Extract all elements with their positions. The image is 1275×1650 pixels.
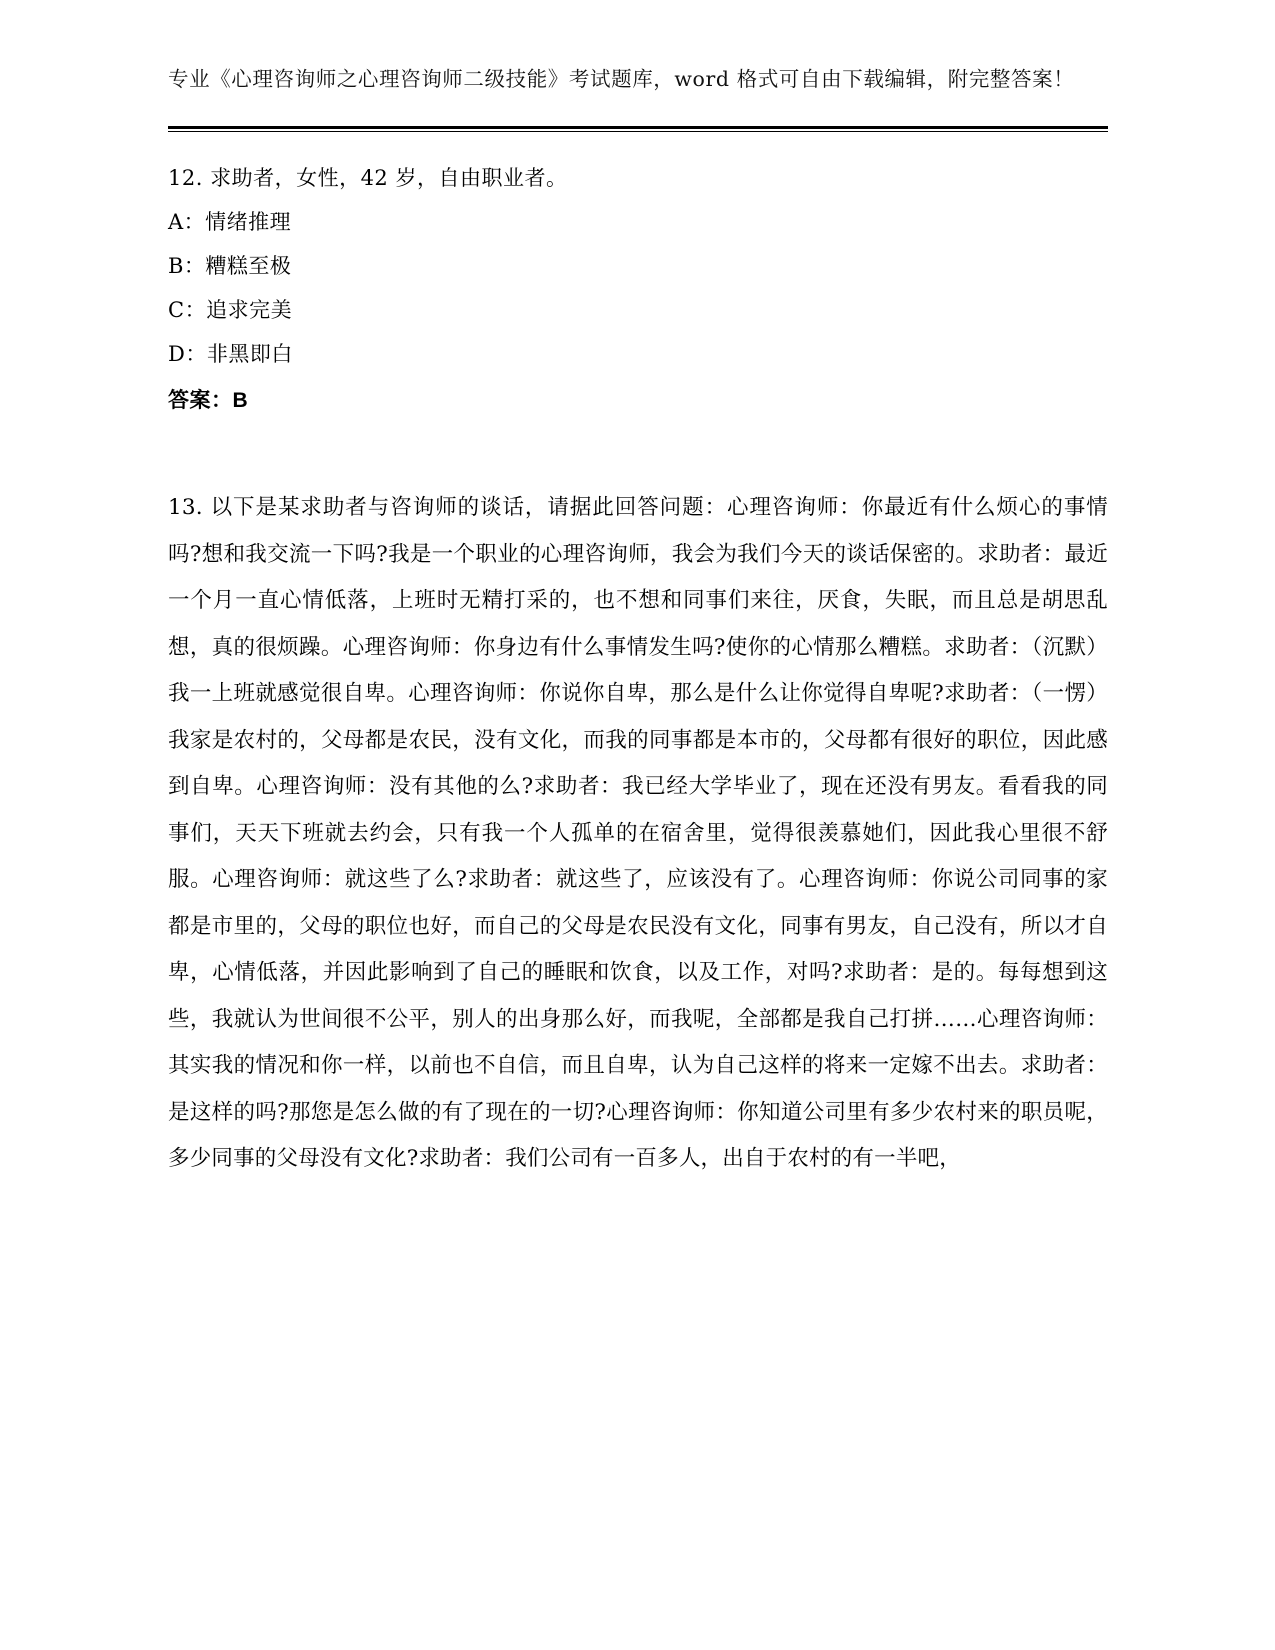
question-12-option-c: C：追求完美 — [168, 298, 293, 322]
question-12 — [168, 156, 1108, 423]
header-note: 专业《心理咨询师之心理咨询师二级技能》考试题库，word 格式可自由下载编辑，附完整答案！ — [168, 67, 1075, 91]
header-divider — [168, 126, 1108, 132]
document-content — [168, 62, 1108, 1183]
divider-thin-line — [168, 131, 1108, 132]
question-12-option-b: B：糟糕至极 — [168, 254, 292, 278]
question-12-answer-value: B — [232, 389, 249, 412]
question-12-stem: 12. 求助者，女性，42 岁，自由职业者。 — [168, 166, 568, 190]
question-12-option-d: D：非黑即白 — [168, 342, 293, 366]
question-12-option-a: A：情绪推理 — [168, 210, 292, 234]
question-12-answer-label: 答案： — [168, 387, 233, 412]
question-13-stem: 13. 以下是某求助者与咨询师的谈话，请据此回答问题：心理咨询师：你最近有什么烦心的事情吗?想和我交流一下吗?我是一个职业的心理咨询师，我会为我们今天的谈话保密的。求助者：最近一个月一直心情低落，上班时无精打采的，也不想和同事们来往，厌食，失眠，而且总是胡思乱想，真的很烦躁。心理咨询师：你身边有什么事情发生吗?使你的心情那么糟糕。求助者：（沉默）我一上班就感觉很自卑。心理咨询师：你说你自卑，那么是什么让你觉得自卑呢?求助者：（一愣）我家是农村的，父母都是农民，没有文化，而我的同事都是本市的，父母都有很好的职位，因此感到自卑。心理咨询师：没有其他的么?求助者：我已经大学毕业了，现在还没有男友。看看我的同事们，天天下班就去约会，只有我一个人孤单的在宿舍里，觉得很羡慕她们，因此我心里很不舒服。心理咨询师：就这些了么?求助者：就这些了，应该没有了。心理咨询师：你说公司同事的家都是市里的，父母的职位也好，而自己的父母是农民没有文化，同事有男友，自己没有，所以才自卑，心情低落，并因此影响到了自己的睡眠和饮食，以及工作，对吗?求助者：是的。每每想到这些，我就认为世间很不公平，别人的出身那么好，而我呢，全部都是我自己打拼……心理咨询师：其实我的情况和你一样，以前也不自信，而且自卑，认为自己这样的将来一定嫁不出去。求助者：是这样的吗?那您是怎么做的有了现在的一切?心理咨询师：你知道公司里有多少农村来的职员呢，多少同事的父母没有文化?求助者：我们公司有一百多人，出自于农村的有一半吧， — [168, 495, 1108, 1171]
question-12-answer — [168, 378, 1108, 423]
